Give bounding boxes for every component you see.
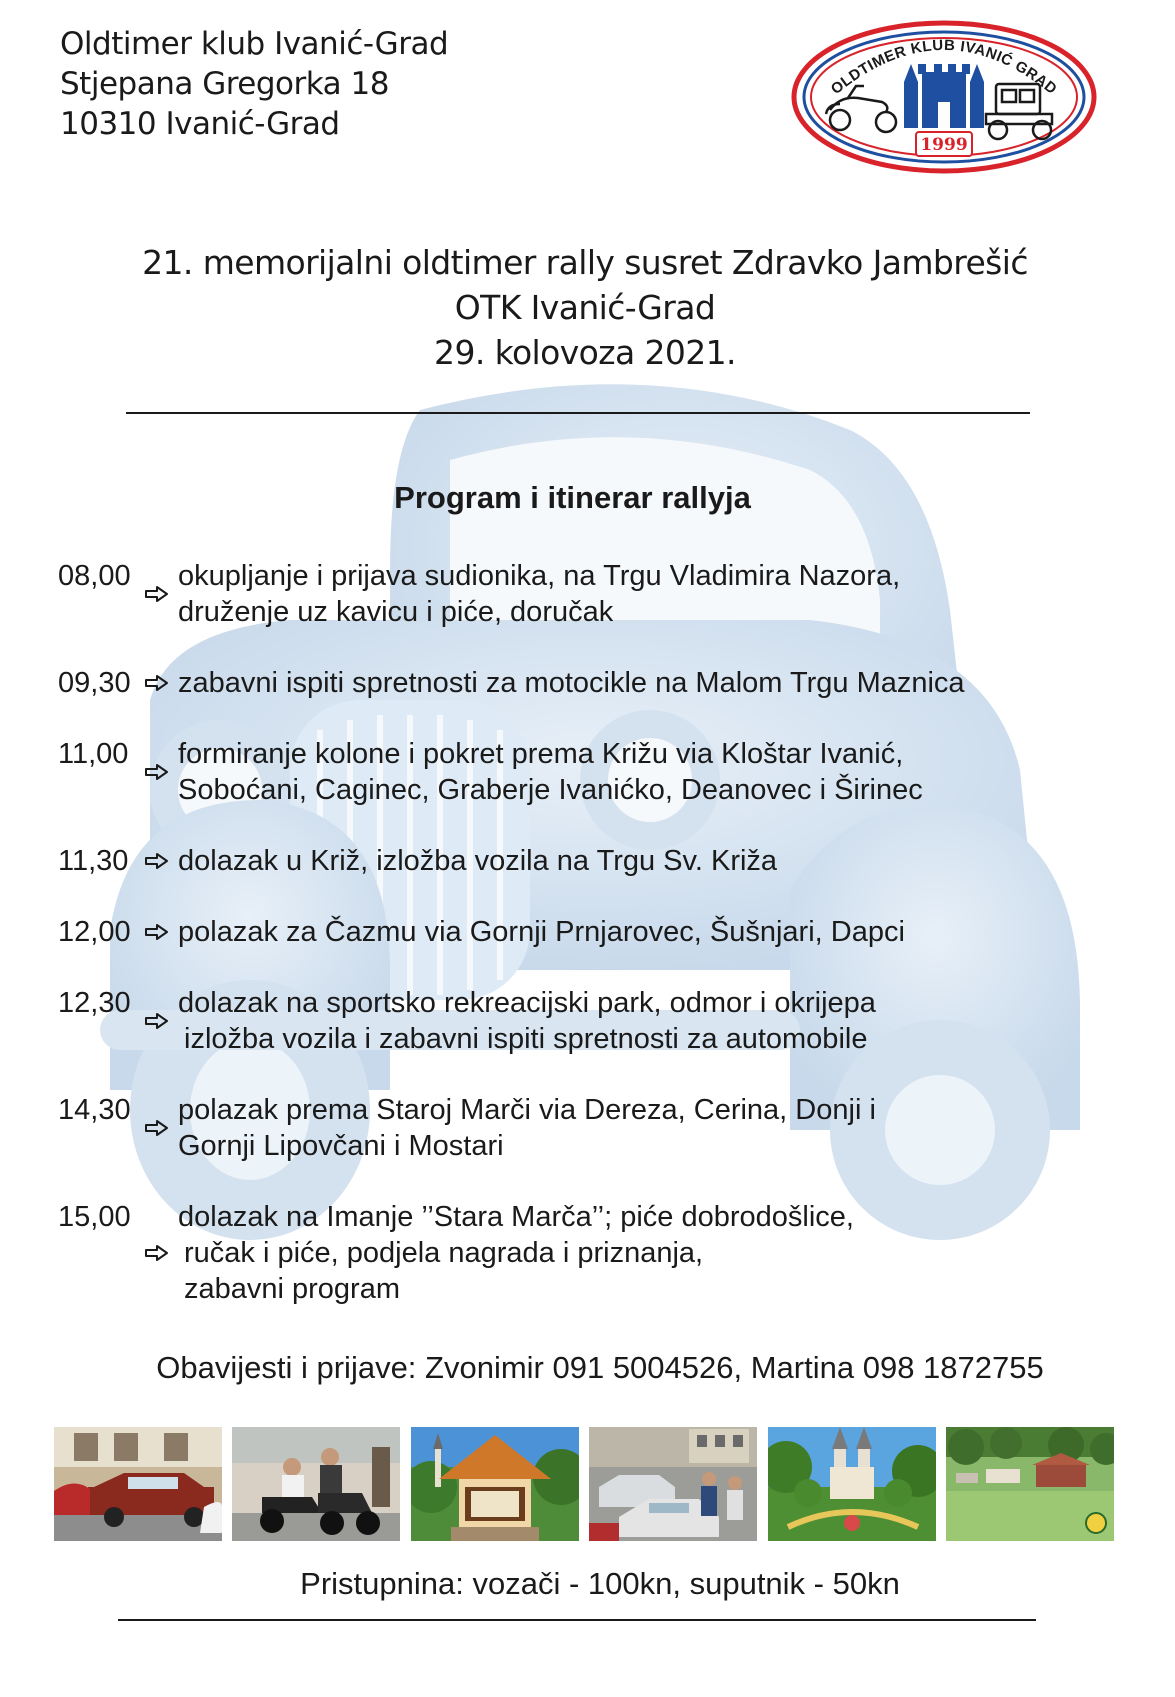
- entry-time: 11,30: [58, 845, 129, 877]
- right-arrow-icon: [140, 1199, 178, 1307]
- entry-text: druženje uz kavicu i piće, doručak: [178, 596, 614, 628]
- entry-time: 12,00: [58, 916, 131, 948]
- right-arrow-icon: [140, 736, 178, 808]
- program-title: Program i itinerar rallyja: [394, 480, 751, 515]
- entry-text: polazak prema Staroj Marči via Dereza, Cerina, Donji i: [178, 1094, 876, 1126]
- photo-strip: [54, 1427, 1114, 1541]
- entry-fee: Pristupnina: vozači - 100kn, suputnik - 50kn: [300, 1566, 900, 1601]
- entry-text: dolazak na Imanje ’’Stara Marča’’; piće dobrodošlice,: [178, 1201, 854, 1233]
- schedule-entry: [58, 985, 1138, 1057]
- photo-wooden-gazebo: [411, 1427, 579, 1541]
- entry-text: izložba vozila i zabavni ispiti spretnosti za automobile: [184, 1023, 868, 1055]
- schedule-entry: [58, 558, 1138, 630]
- entry-time: 14,30: [58, 1094, 131, 1126]
- photo-vintage-cars: [54, 1427, 222, 1541]
- top-divider: [126, 412, 1030, 414]
- entry-text: dolazak na sportsko rekreacijski park, odmor i okrijepa: [178, 987, 876, 1019]
- photo-motorcycle-sidecar: [232, 1427, 400, 1541]
- schedule-entry: [58, 665, 1138, 701]
- right-arrow-icon: [140, 914, 178, 950]
- right-arrow-icon: [140, 558, 178, 630]
- entry-text: formiranje kolone i pokret prema Križu via Kloštar Ivanić,: [178, 738, 904, 770]
- logo-arc-text: OLDTIMER KLUB IVANIĆ GRAD: [827, 36, 1061, 99]
- schedule-entry: [58, 843, 1138, 879]
- club-logo: [790, 20, 1098, 174]
- schedule-entry: [58, 914, 1138, 950]
- entry-time: 09,30: [58, 667, 131, 699]
- program-schedule: [58, 558, 1138, 1307]
- bottom-divider: [118, 1619, 1036, 1621]
- entry-text: zabavni program: [184, 1273, 400, 1305]
- entry-text: dolazak u Križ, izložba vozila na Trgu Sv. Križa: [178, 845, 778, 877]
- entry-text: okupljanje i prijava sudionika, na Trgu Vladimira Nazora,: [178, 560, 901, 592]
- sender-street: Stjepana Gregorka 18: [60, 66, 389, 102]
- right-arrow-icon: [140, 985, 178, 1057]
- schedule-entry: [58, 736, 1138, 808]
- entry-text: ručak i piće, podjela nagrada i priznanja,: [184, 1237, 704, 1269]
- event-heading: [60, 240, 1110, 375]
- contact-info: Obavijesti i prijave: Zvonimir 091 5004526, Martina 098 1872755: [156, 1350, 1044, 1385]
- right-arrow-icon: [140, 665, 178, 701]
- schedule-entry: [58, 1199, 1138, 1307]
- event-date: 29. kolovoza 2021.: [434, 333, 736, 372]
- sender-city: 10310 Ivanić-Grad: [60, 106, 340, 142]
- schedule-entry: [58, 1092, 1138, 1164]
- entry-text: Gornji Lipovčani i Mostari: [178, 1130, 504, 1162]
- right-arrow-icon: [140, 843, 178, 879]
- photo-church-square: [768, 1427, 936, 1541]
- photo-estate-aerial: [946, 1427, 1114, 1541]
- entry-text: Sobоćani, Caginec, Graberje Ivanićko, Deanovec i Širinec: [178, 774, 923, 806]
- right-arrow-icon: [140, 1092, 178, 1164]
- sender-address: [60, 24, 448, 144]
- entry-time: 08,00: [58, 560, 131, 592]
- event-title: 21. memorijalni oldtimer rally susret Zdravko Jambrešić: [142, 243, 1028, 282]
- entry-time: 12,30: [58, 987, 131, 1019]
- event-organizer: OTK Ivanić-Grad: [454, 288, 716, 327]
- sender-name: Oldtimer klub Ivanić-Grad: [60, 26, 449, 62]
- logo-year: 1999: [920, 135, 968, 155]
- entry-text: zabavni ispiti spretnosti za motocikle na Malom Trgu Maznica: [178, 667, 965, 699]
- entry-text: polazak za Čazmu via Gornji Prnjarovec, Šušnjari, Dapci: [178, 916, 905, 948]
- photo-car-show-crowd: [589, 1427, 757, 1541]
- entry-time: 11,00: [58, 738, 129, 770]
- entry-time: 15,00: [58, 1201, 131, 1233]
